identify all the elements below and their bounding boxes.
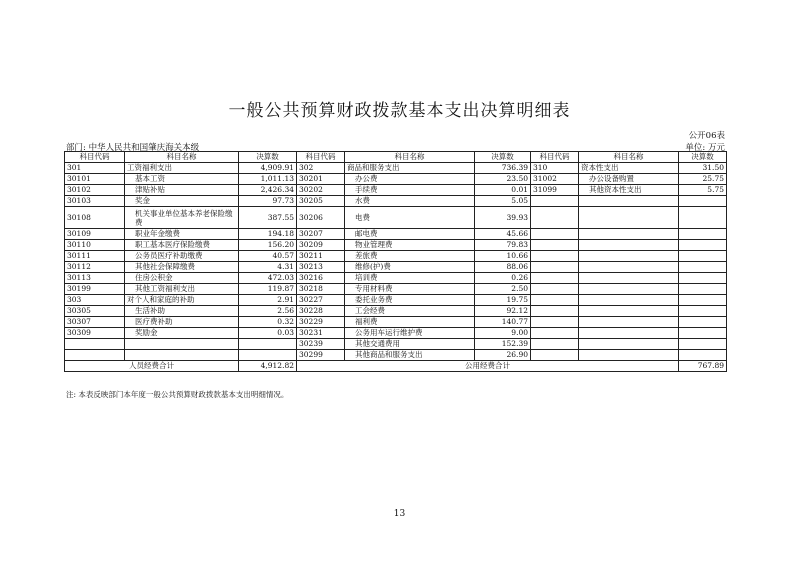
code-cell bbox=[531, 350, 579, 361]
header-cell: 决算数 bbox=[239, 152, 297, 163]
name-cell: 职工基本医疗保险缴费 bbox=[125, 240, 239, 251]
name-cell: 物业管理费 bbox=[345, 240, 475, 251]
amount-cell: 0.26 bbox=[475, 273, 531, 284]
header-cell: 科目名称 bbox=[579, 152, 679, 163]
code-cell: 30239 bbox=[297, 339, 345, 350]
amount-cell: 97.73 bbox=[239, 196, 297, 207]
name-cell: 职业年金缴费 bbox=[125, 229, 239, 240]
code-cell bbox=[531, 229, 579, 240]
name-cell: 差旅费 bbox=[345, 251, 475, 262]
amount-cell bbox=[239, 339, 297, 350]
amount-cell bbox=[679, 350, 727, 361]
name-cell: 手续费 bbox=[345, 185, 475, 196]
amount-cell: 25.75 bbox=[679, 174, 727, 185]
name-cell: 培训费 bbox=[345, 273, 475, 284]
code-cell bbox=[531, 328, 579, 339]
name-cell bbox=[579, 251, 679, 262]
name-cell bbox=[579, 284, 679, 295]
name-cell: 水费 bbox=[345, 196, 475, 207]
name-cell: 奖金 bbox=[125, 196, 239, 207]
code-cell: 30307 bbox=[65, 317, 125, 328]
table-row bbox=[65, 328, 727, 339]
code-cell: 30205 bbox=[297, 196, 345, 207]
name-cell bbox=[579, 262, 679, 273]
code-cell: 302 bbox=[297, 163, 345, 174]
code-cell: 30231 bbox=[297, 328, 345, 339]
header-cell: 科目名称 bbox=[345, 152, 475, 163]
code-cell: 30227 bbox=[297, 295, 345, 306]
name-cell: 办公费 bbox=[345, 174, 475, 185]
code-cell bbox=[531, 251, 579, 262]
code-cell: 30213 bbox=[297, 262, 345, 273]
amount-cell: 9.00 bbox=[475, 328, 531, 339]
amount-cell: 387.55 bbox=[239, 207, 297, 229]
amount-cell: 736.39 bbox=[475, 163, 531, 174]
amount-cell: 88.06 bbox=[475, 262, 531, 273]
name-cell: 公务用车运行维护费 bbox=[345, 328, 475, 339]
amount-cell bbox=[679, 284, 727, 295]
name-cell: 其他工资福利支出 bbox=[125, 284, 239, 295]
name-cell: 其他交通费用 bbox=[345, 339, 475, 350]
code-cell: 30202 bbox=[297, 185, 345, 196]
code-cell: 301 bbox=[65, 163, 125, 174]
amount-cell bbox=[679, 317, 727, 328]
name-cell bbox=[579, 328, 679, 339]
code-cell bbox=[531, 273, 579, 284]
amount-cell: 5.05 bbox=[475, 196, 531, 207]
code-cell: 30207 bbox=[297, 229, 345, 240]
amount-cell bbox=[679, 295, 727, 306]
name-cell bbox=[579, 229, 679, 240]
amount-cell: 79.83 bbox=[475, 240, 531, 251]
code-cell bbox=[531, 339, 579, 350]
code-cell: 30109 bbox=[65, 229, 125, 240]
amount-cell: 2.50 bbox=[475, 284, 531, 295]
code-cell bbox=[531, 207, 579, 229]
code-cell: 30201 bbox=[297, 174, 345, 185]
amount-cell bbox=[679, 273, 727, 284]
code-cell: 310 bbox=[531, 163, 579, 174]
amount-cell: 119.87 bbox=[239, 284, 297, 295]
amount-cell: 2.91 bbox=[239, 295, 297, 306]
code-cell: 30309 bbox=[65, 328, 125, 339]
amount-cell: 472.03 bbox=[239, 273, 297, 284]
table-row bbox=[65, 339, 727, 350]
name-cell: 津贴补贴 bbox=[125, 185, 239, 196]
code-cell: 30211 bbox=[297, 251, 345, 262]
amount-cell: 194.18 bbox=[239, 229, 297, 240]
table-row bbox=[65, 240, 727, 251]
code-cell: 30229 bbox=[297, 317, 345, 328]
name-cell bbox=[579, 350, 679, 361]
amount-cell bbox=[239, 350, 297, 361]
header-cell: 科目名称 bbox=[125, 152, 239, 163]
table-header-row bbox=[65, 152, 727, 163]
table-row bbox=[65, 317, 727, 328]
name-cell: 委托业务费 bbox=[345, 295, 475, 306]
amount-cell: 31.50 bbox=[679, 163, 727, 174]
header-cell: 决算数 bbox=[475, 152, 531, 163]
code-cell bbox=[65, 339, 125, 350]
form-code: 公开06表 bbox=[688, 131, 725, 141]
name-cell bbox=[579, 196, 679, 207]
department-label: 部门: 中华人民共和国肇庆海关本级 bbox=[66, 143, 200, 153]
amount-cell: 39.93 bbox=[475, 207, 531, 229]
code-cell: 30199 bbox=[65, 284, 125, 295]
name-cell: 对个人和家庭的补助 bbox=[125, 295, 239, 306]
name-cell: 生活补助 bbox=[125, 306, 239, 317]
public-total-value: 767.89 bbox=[679, 361, 727, 372]
header-cell: 决算数 bbox=[679, 152, 727, 163]
amount-cell bbox=[679, 196, 727, 207]
expenditure-table bbox=[64, 151, 727, 372]
amount-cell: 140.77 bbox=[475, 317, 531, 328]
name-cell bbox=[579, 306, 679, 317]
name-cell: 其他资本性支出 bbox=[579, 185, 679, 196]
name-cell bbox=[579, 317, 679, 328]
code-cell: 30209 bbox=[297, 240, 345, 251]
amount-cell: 10.66 bbox=[475, 251, 531, 262]
table-row bbox=[65, 207, 727, 229]
header-cell: 科目代码 bbox=[65, 152, 125, 163]
amount-cell bbox=[679, 207, 727, 229]
name-cell: 电费 bbox=[345, 207, 475, 229]
name-cell: 工会经费 bbox=[345, 306, 475, 317]
code-cell bbox=[531, 196, 579, 207]
name-cell: 公务员医疗补助缴费 bbox=[125, 251, 239, 262]
amount-cell: 2,426.34 bbox=[239, 185, 297, 196]
table-row bbox=[65, 350, 727, 361]
name-cell: 资本性支出 bbox=[579, 163, 679, 174]
amount-cell: 0.03 bbox=[239, 328, 297, 339]
code-cell bbox=[531, 262, 579, 273]
code-cell: 31002 bbox=[531, 174, 579, 185]
amount-cell: 40.57 bbox=[239, 251, 297, 262]
code-cell: 30101 bbox=[65, 174, 125, 185]
code-cell: 30110 bbox=[65, 240, 125, 251]
table-row bbox=[65, 273, 727, 284]
name-cell bbox=[579, 339, 679, 350]
amount-cell: 92.12 bbox=[475, 306, 531, 317]
amount-cell: 4,909.91 bbox=[239, 163, 297, 174]
code-cell: 30206 bbox=[297, 207, 345, 229]
name-cell: 维修(护)费 bbox=[345, 262, 475, 273]
amount-cell bbox=[679, 328, 727, 339]
amount-cell: 4.31 bbox=[239, 262, 297, 273]
code-cell: 303 bbox=[65, 295, 125, 306]
code-cell: 30113 bbox=[65, 273, 125, 284]
header-cell: 科目代码 bbox=[531, 152, 579, 163]
table-row bbox=[65, 185, 727, 196]
amount-cell: 2.56 bbox=[239, 306, 297, 317]
code-cell: 30216 bbox=[297, 273, 345, 284]
code-cell: 30111 bbox=[65, 251, 125, 262]
amount-cell bbox=[679, 229, 727, 240]
code-cell bbox=[531, 284, 579, 295]
amount-cell: 19.75 bbox=[475, 295, 531, 306]
totals-row bbox=[65, 361, 727, 372]
amount-cell: 1,011.13 bbox=[239, 174, 297, 185]
name-cell bbox=[125, 339, 239, 350]
code-cell: 30102 bbox=[65, 185, 125, 196]
code-cell: 31099 bbox=[531, 185, 579, 196]
code-cell: 30112 bbox=[65, 262, 125, 273]
page-title: 一般公共预算财政拨款基本支出决算明细表 bbox=[228, 101, 571, 121]
amount-cell: 0.32 bbox=[239, 317, 297, 328]
personnel-total-value: 4,912.82 bbox=[239, 361, 297, 372]
amount-cell bbox=[679, 251, 727, 262]
table-note: 注: 本表反映部门本年度一般公共预算财政拨款基本支出明细情况。 bbox=[66, 390, 289, 399]
amount-cell bbox=[679, 262, 727, 273]
table-row bbox=[65, 262, 727, 273]
amount-cell: 0.01 bbox=[475, 185, 531, 196]
name-cell: 其他商品和服务支出 bbox=[345, 350, 475, 361]
amount-cell: 45.66 bbox=[475, 229, 531, 240]
table-row bbox=[65, 174, 727, 185]
code-cell bbox=[531, 317, 579, 328]
name-cell: 住房公积金 bbox=[125, 273, 239, 284]
table-row bbox=[65, 284, 727, 295]
code-cell bbox=[531, 306, 579, 317]
name-cell bbox=[125, 350, 239, 361]
name-cell: 奖励金 bbox=[125, 328, 239, 339]
name-cell: 医疗费补助 bbox=[125, 317, 239, 328]
table-row bbox=[65, 251, 727, 262]
public-total-label: 公用经费合计 bbox=[297, 361, 679, 372]
code-cell bbox=[531, 295, 579, 306]
amount-cell: 23.50 bbox=[475, 174, 531, 185]
table-row bbox=[65, 196, 727, 207]
name-cell: 基本工资 bbox=[125, 174, 239, 185]
code-cell: 30299 bbox=[297, 350, 345, 361]
name-cell: 办公设备购置 bbox=[579, 174, 679, 185]
name-cell: 工资福利支出 bbox=[125, 163, 239, 174]
code-cell: 30305 bbox=[65, 306, 125, 317]
name-cell bbox=[579, 240, 679, 251]
code-cell bbox=[65, 350, 125, 361]
name-cell bbox=[579, 295, 679, 306]
amount-cell bbox=[679, 339, 727, 350]
code-cell: 30228 bbox=[297, 306, 345, 317]
amount-cell bbox=[679, 306, 727, 317]
name-cell: 专用材料费 bbox=[345, 284, 475, 295]
amount-cell: 5.75 bbox=[679, 185, 727, 196]
code-cell bbox=[531, 240, 579, 251]
name-cell bbox=[579, 273, 679, 284]
page-number: 13 bbox=[393, 509, 406, 519]
table-row bbox=[65, 306, 727, 317]
code-cell: 30218 bbox=[297, 284, 345, 295]
unit-label: 单位: 万元 bbox=[685, 143, 725, 153]
name-cell: 商品和服务支出 bbox=[345, 163, 475, 174]
table-row bbox=[65, 163, 727, 174]
amount-cell: 156.20 bbox=[239, 240, 297, 251]
personnel-total-label: 人员经费合计 bbox=[65, 361, 239, 372]
code-cell: 30103 bbox=[65, 196, 125, 207]
table-row bbox=[65, 295, 727, 306]
amount-cell: 152.39 bbox=[475, 339, 531, 350]
name-cell: 福利费 bbox=[345, 317, 475, 328]
name-cell: 机关事业单位基本养老保险缴费 bbox=[125, 207, 239, 229]
table-row bbox=[65, 229, 727, 240]
header-cell: 科目代码 bbox=[297, 152, 345, 163]
name-cell bbox=[579, 207, 679, 229]
amount-cell bbox=[679, 240, 727, 251]
name-cell: 其他社会保障缴费 bbox=[125, 262, 239, 273]
code-cell: 30108 bbox=[65, 207, 125, 229]
amount-cell: 26.90 bbox=[475, 350, 531, 361]
name-cell: 邮电费 bbox=[345, 229, 475, 240]
